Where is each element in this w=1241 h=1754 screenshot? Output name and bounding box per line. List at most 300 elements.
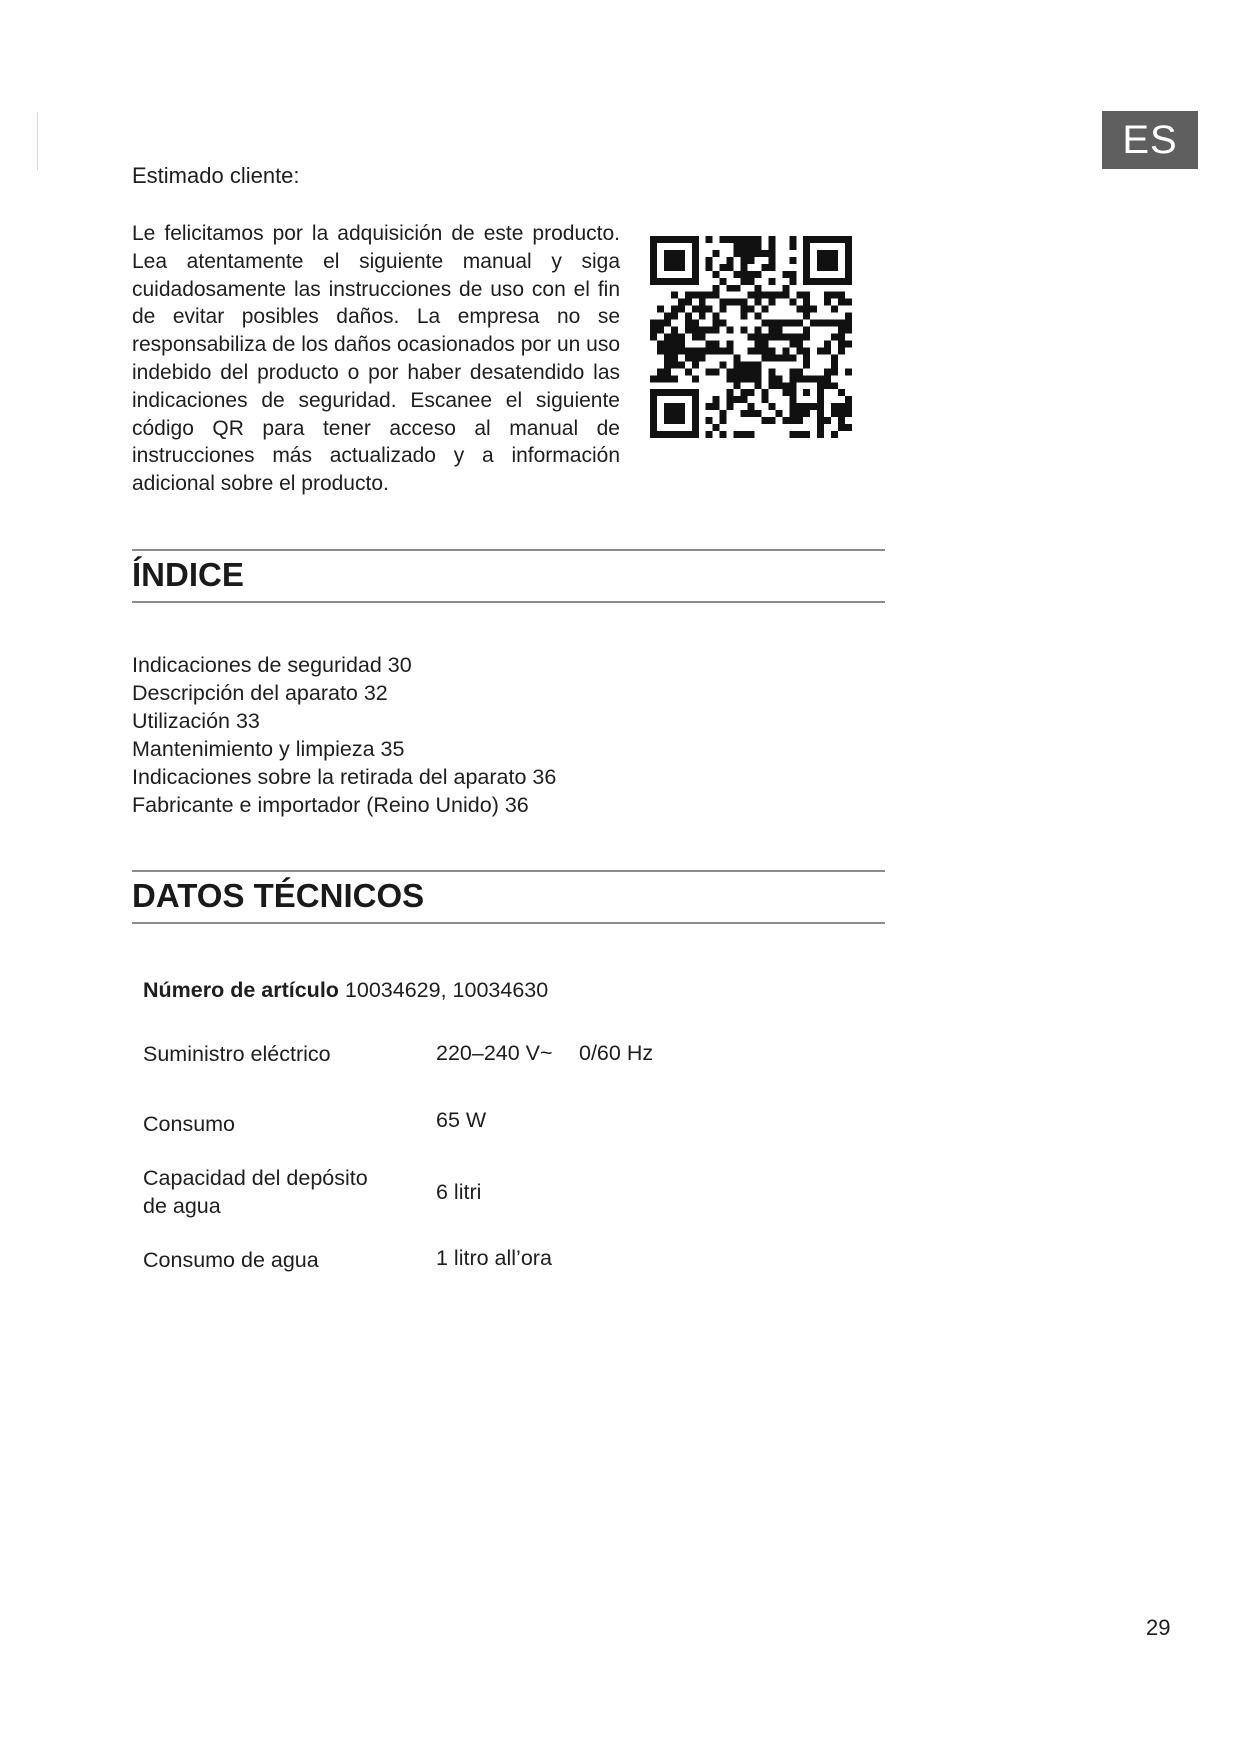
qr-module bbox=[803, 236, 810, 243]
qr-module bbox=[824, 264, 831, 271]
qr-module bbox=[741, 271, 748, 278]
qr-module bbox=[768, 354, 775, 361]
qr-module bbox=[789, 431, 796, 438]
qr-module bbox=[664, 389, 671, 396]
qr-module bbox=[782, 354, 789, 361]
qr-module bbox=[748, 271, 755, 278]
qr-module bbox=[706, 403, 713, 410]
qr-module bbox=[817, 257, 824, 264]
qr-module bbox=[768, 382, 775, 389]
qr-module bbox=[734, 375, 741, 382]
qr-module bbox=[789, 340, 796, 347]
qr-module bbox=[754, 340, 761, 347]
qr-module bbox=[727, 285, 734, 292]
qr-module bbox=[768, 375, 775, 382]
qr-module bbox=[692, 396, 699, 403]
qr-module bbox=[803, 410, 810, 417]
qr-module bbox=[796, 347, 803, 354]
qr-module bbox=[796, 410, 803, 417]
spec-value-consumption: 65 W bbox=[436, 1108, 487, 1132]
qr-module bbox=[671, 375, 678, 382]
qr-module bbox=[824, 236, 831, 243]
qr-module bbox=[720, 299, 727, 306]
qr-module bbox=[754, 271, 761, 278]
qr-module bbox=[664, 320, 671, 327]
qr-module bbox=[699, 334, 706, 341]
qr-module bbox=[650, 236, 657, 243]
qr-module bbox=[678, 410, 685, 417]
qr-module bbox=[838, 327, 845, 334]
qr-module bbox=[754, 292, 761, 299]
qr-module bbox=[817, 410, 824, 417]
qr-module bbox=[699, 313, 706, 320]
qr-module bbox=[768, 278, 775, 285]
qr-module bbox=[761, 250, 768, 257]
qr-module bbox=[671, 410, 678, 417]
qr-module bbox=[789, 410, 796, 417]
qr-module bbox=[699, 354, 706, 361]
qr-module bbox=[838, 410, 845, 417]
qr-module bbox=[706, 264, 713, 271]
qr-module bbox=[678, 250, 685, 257]
qr-module bbox=[706, 292, 713, 299]
qr-module bbox=[706, 257, 713, 264]
qr-module bbox=[845, 257, 852, 264]
qr-module bbox=[817, 396, 824, 403]
qr-module bbox=[761, 389, 768, 396]
qr-module bbox=[831, 257, 838, 264]
qr-module bbox=[838, 347, 845, 354]
qr-module bbox=[768, 347, 775, 354]
qr-module bbox=[664, 250, 671, 257]
qr-module bbox=[754, 236, 761, 243]
qr-module bbox=[678, 417, 685, 424]
qr-module bbox=[657, 340, 664, 347]
index-item: Mantenimiento y limpieza 35 bbox=[132, 737, 405, 761]
qr-module bbox=[720, 306, 727, 313]
qr-module bbox=[650, 375, 657, 382]
qr-module bbox=[734, 236, 741, 243]
qr-module bbox=[782, 271, 789, 278]
qr-module bbox=[741, 299, 748, 306]
qr-module bbox=[692, 410, 699, 417]
qr-module bbox=[671, 361, 678, 368]
qr-module bbox=[817, 389, 824, 396]
qr-module bbox=[838, 320, 845, 327]
qr-module bbox=[657, 368, 664, 375]
qr-module bbox=[775, 320, 782, 327]
qr-module bbox=[789, 375, 796, 382]
qr-module bbox=[657, 431, 664, 438]
qr-module bbox=[754, 313, 761, 320]
qr-module bbox=[754, 361, 761, 368]
qr-module bbox=[831, 382, 838, 389]
spec-value-water-consumption: 1 litro all’ora bbox=[436, 1246, 552, 1270]
qr-module bbox=[754, 410, 761, 417]
qr-module bbox=[748, 389, 755, 396]
qr-module bbox=[734, 396, 741, 403]
qr-module bbox=[650, 243, 657, 250]
qr-module bbox=[741, 396, 748, 403]
page-number: 29 bbox=[1146, 1615, 1171, 1640]
qr-module bbox=[748, 236, 755, 243]
qr-module bbox=[817, 236, 824, 243]
qr-module bbox=[741, 389, 748, 396]
qr-module bbox=[761, 306, 768, 313]
qr-module bbox=[671, 431, 678, 438]
qr-module bbox=[713, 292, 720, 299]
qr-module bbox=[671, 340, 678, 347]
qr-module bbox=[734, 361, 741, 368]
qr-module bbox=[657, 320, 664, 327]
qr-module bbox=[678, 264, 685, 271]
qr-module bbox=[803, 250, 810, 257]
qr-module bbox=[824, 340, 831, 347]
qr-module bbox=[678, 257, 685, 264]
spec-value-tank-capacity: 6 litri bbox=[436, 1180, 482, 1204]
technical-heading: DATOS TÉCNICOS bbox=[132, 877, 425, 914]
qr-module bbox=[803, 403, 810, 410]
qr-module bbox=[671, 354, 678, 361]
qr-module bbox=[664, 410, 671, 417]
qr-module bbox=[671, 417, 678, 424]
qr-module bbox=[692, 243, 699, 250]
qr-module bbox=[741, 313, 748, 320]
qr-module bbox=[685, 368, 692, 375]
qr-module bbox=[789, 299, 796, 306]
qr-module bbox=[650, 320, 657, 327]
qr-module bbox=[741, 368, 748, 375]
qr-module bbox=[782, 285, 789, 292]
qr-module bbox=[692, 347, 699, 354]
qr-module bbox=[817, 431, 824, 438]
index-item: Fabricante e importador (Reino Unido) 36 bbox=[132, 793, 529, 817]
qr-module bbox=[678, 361, 685, 368]
qr-module bbox=[706, 340, 713, 347]
index-item: Utilización 33 bbox=[132, 709, 260, 733]
qr-module bbox=[727, 347, 734, 354]
qr-module bbox=[831, 368, 838, 375]
qr-module bbox=[768, 334, 775, 341]
qr-module bbox=[803, 354, 810, 361]
qr-module bbox=[838, 292, 845, 299]
qr-module bbox=[803, 243, 810, 250]
qr-module bbox=[713, 271, 720, 278]
qr-module bbox=[824, 417, 831, 424]
qr-module bbox=[824, 320, 831, 327]
qr-module bbox=[692, 236, 699, 243]
qr-module bbox=[713, 250, 720, 257]
qr-module bbox=[720, 278, 727, 285]
qr-module bbox=[817, 278, 824, 285]
index-list bbox=[132, 651, 556, 819]
qr-module bbox=[727, 327, 734, 334]
index-item: Indicaciones sobre la retirada del aparato 36 bbox=[132, 765, 557, 789]
qr-module bbox=[734, 285, 741, 292]
qr-module bbox=[741, 250, 748, 257]
qr-module bbox=[692, 361, 699, 368]
qr-module bbox=[678, 278, 685, 285]
qr-module bbox=[789, 236, 796, 243]
qr-module bbox=[713, 396, 720, 403]
qr-module bbox=[713, 327, 720, 334]
index-heading: ÍNDICE bbox=[132, 556, 244, 593]
qr-module bbox=[748, 361, 755, 368]
qr-module bbox=[810, 278, 817, 285]
qr-module bbox=[845, 278, 852, 285]
qr-module bbox=[824, 299, 831, 306]
qr-module bbox=[664, 431, 671, 438]
qr-module bbox=[754, 243, 761, 250]
qr-module bbox=[692, 327, 699, 334]
qr-module bbox=[754, 285, 761, 292]
greeting: Estimado cliente: bbox=[132, 163, 300, 188]
qr-module bbox=[775, 410, 782, 417]
spec-label-tank-line1: Capacidad del depósito bbox=[143, 1166, 368, 1190]
qr-module bbox=[782, 334, 789, 341]
qr-module bbox=[671, 347, 678, 354]
index-item: Descripción del aparato 32 bbox=[132, 681, 388, 705]
qr-module bbox=[685, 347, 692, 354]
qr-module bbox=[727, 389, 734, 396]
qr-module bbox=[831, 250, 838, 257]
qr-module bbox=[650, 271, 657, 278]
qr-module bbox=[845, 250, 852, 257]
qr-module bbox=[727, 375, 734, 382]
qr-module bbox=[754, 368, 761, 375]
qr-module bbox=[754, 299, 761, 306]
qr-module bbox=[699, 292, 706, 299]
qr-module bbox=[768, 403, 775, 410]
spec-label-tank-line2: de agua bbox=[143, 1194, 221, 1218]
spec-label-water-consumption: Consumo de agua bbox=[143, 1248, 319, 1272]
qr-module bbox=[803, 271, 810, 278]
index-item: Indicaciones de seguridad 30 bbox=[132, 653, 412, 677]
article-number bbox=[143, 976, 548, 1004]
qr-module bbox=[775, 382, 782, 389]
qr-module bbox=[845, 313, 852, 320]
qr-module bbox=[831, 264, 838, 271]
qr-module bbox=[824, 292, 831, 299]
qr-module bbox=[782, 389, 789, 396]
qr-module bbox=[671, 278, 678, 285]
qr-module bbox=[678, 236, 685, 243]
qr-module bbox=[748, 278, 755, 285]
qr-module bbox=[796, 431, 803, 438]
qr-module bbox=[789, 354, 796, 361]
qr-module bbox=[650, 396, 657, 403]
qr-module bbox=[664, 340, 671, 347]
qr-module bbox=[706, 368, 713, 375]
qr-module bbox=[768, 243, 775, 250]
qr-module bbox=[761, 340, 768, 347]
qr-module bbox=[761, 396, 768, 403]
qr-module bbox=[678, 340, 685, 347]
qr-module bbox=[845, 236, 852, 243]
qr-module bbox=[845, 368, 852, 375]
qr-module bbox=[796, 292, 803, 299]
qr-module bbox=[831, 236, 838, 243]
qr-module bbox=[664, 403, 671, 410]
qr-module bbox=[796, 334, 803, 341]
qr-module bbox=[678, 403, 685, 410]
qr-module bbox=[838, 424, 845, 431]
qr-module bbox=[713, 285, 720, 292]
qr-module bbox=[741, 327, 748, 334]
qr-module bbox=[650, 403, 657, 410]
qr-module bbox=[782, 347, 789, 354]
qr-module bbox=[720, 320, 727, 327]
qr-module bbox=[664, 368, 671, 375]
qr-module bbox=[685, 292, 692, 299]
qr-module bbox=[727, 264, 734, 271]
qr-module bbox=[706, 417, 713, 424]
qr-module bbox=[741, 243, 748, 250]
qr-module bbox=[713, 368, 720, 375]
qr-module bbox=[734, 243, 741, 250]
qr-module bbox=[817, 320, 824, 327]
qr-module bbox=[824, 250, 831, 257]
qr-module bbox=[817, 424, 824, 431]
qr-module bbox=[838, 403, 845, 410]
qr-module bbox=[692, 306, 699, 313]
qr-module bbox=[741, 410, 748, 417]
qr-module bbox=[845, 327, 852, 334]
qr-module bbox=[845, 340, 852, 347]
qr-module bbox=[754, 250, 761, 257]
qr-module bbox=[671, 264, 678, 271]
qr-module bbox=[734, 382, 741, 389]
qr-module bbox=[803, 389, 810, 396]
qr-module bbox=[831, 361, 838, 368]
qr-module bbox=[692, 375, 699, 382]
qr-module bbox=[671, 236, 678, 243]
qr-module bbox=[824, 375, 831, 382]
qr-module bbox=[761, 347, 768, 354]
qr-module bbox=[685, 236, 692, 243]
qr-module bbox=[789, 417, 796, 424]
qr-module bbox=[775, 354, 782, 361]
qr-module bbox=[817, 382, 824, 389]
qr-module bbox=[838, 389, 845, 396]
qr-module bbox=[650, 257, 657, 264]
qr-module bbox=[685, 299, 692, 306]
qr-module bbox=[713, 340, 720, 347]
qr-module bbox=[734, 250, 741, 257]
qr-module bbox=[761, 417, 768, 424]
qr-module bbox=[685, 320, 692, 327]
qr-module bbox=[838, 417, 845, 424]
qr-module bbox=[671, 313, 678, 320]
qr-module bbox=[768, 327, 775, 334]
qr-module bbox=[713, 424, 720, 431]
qr-module bbox=[845, 410, 852, 417]
qr-module bbox=[671, 389, 678, 396]
qr-module bbox=[789, 257, 796, 264]
qr-module bbox=[664, 236, 671, 243]
qr-module bbox=[657, 347, 664, 354]
qr-module bbox=[678, 389, 685, 396]
qr-module bbox=[803, 278, 810, 285]
qr-module bbox=[831, 354, 838, 361]
qr-module bbox=[768, 320, 775, 327]
article-value: 10034629, 10034630 bbox=[344, 978, 549, 1002]
qr-module bbox=[761, 292, 768, 299]
qr-module bbox=[824, 257, 831, 264]
qr-module bbox=[692, 271, 699, 278]
qr-module bbox=[748, 250, 755, 257]
qr-module bbox=[706, 306, 713, 313]
qr-module bbox=[741, 431, 748, 438]
qr-module bbox=[720, 236, 727, 243]
qr-module bbox=[838, 236, 845, 243]
qr-module bbox=[748, 243, 755, 250]
qr-module bbox=[803, 313, 810, 320]
qr-module bbox=[824, 382, 831, 389]
qr-module bbox=[803, 299, 810, 306]
qr-module bbox=[678, 299, 685, 306]
qr-module bbox=[692, 424, 699, 431]
qr-module bbox=[650, 327, 657, 334]
qr-module bbox=[650, 417, 657, 424]
qr-module bbox=[664, 361, 671, 368]
qr-module bbox=[713, 403, 720, 410]
qr-module bbox=[678, 431, 685, 438]
qr-module bbox=[706, 347, 713, 354]
qr-module bbox=[727, 368, 734, 375]
qr-module bbox=[810, 403, 817, 410]
qr-module bbox=[706, 431, 713, 438]
qr-module bbox=[671, 403, 678, 410]
qr-module bbox=[650, 389, 657, 396]
qr-module bbox=[685, 278, 692, 285]
spec-value-power-supply: 220–240 V~ bbox=[436, 1041, 553, 1065]
qr-module bbox=[775, 327, 782, 334]
qr-module bbox=[775, 375, 782, 382]
spec-label-power-supply: Suministro eléctrico bbox=[143, 1042, 331, 1066]
qr-module bbox=[768, 292, 775, 299]
qr-module bbox=[664, 354, 671, 361]
qr-module bbox=[685, 354, 692, 361]
qr-module bbox=[748, 431, 755, 438]
qr-module bbox=[831, 320, 838, 327]
qr-module bbox=[741, 264, 748, 271]
qr-module bbox=[685, 389, 692, 396]
qr-module bbox=[768, 257, 775, 264]
qr-module bbox=[650, 410, 657, 417]
qr-module bbox=[650, 431, 657, 438]
qr-module bbox=[671, 327, 678, 334]
page-edge-mark bbox=[37, 112, 38, 170]
qr-module bbox=[748, 375, 755, 382]
qr-module bbox=[748, 368, 755, 375]
qr-module bbox=[727, 340, 734, 347]
qr-module bbox=[741, 278, 748, 285]
qr-module bbox=[720, 431, 727, 438]
qr-module bbox=[803, 361, 810, 368]
qr-module bbox=[845, 243, 852, 250]
qr-module bbox=[748, 410, 755, 417]
qr-module bbox=[831, 403, 838, 410]
qr-module bbox=[671, 250, 678, 257]
qr-module bbox=[782, 382, 789, 389]
qr-module bbox=[720, 347, 727, 354]
qr-module bbox=[803, 334, 810, 341]
qr-module bbox=[810, 236, 817, 243]
qr-module bbox=[838, 278, 845, 285]
qr-module bbox=[692, 417, 699, 424]
qr-module bbox=[727, 396, 734, 403]
